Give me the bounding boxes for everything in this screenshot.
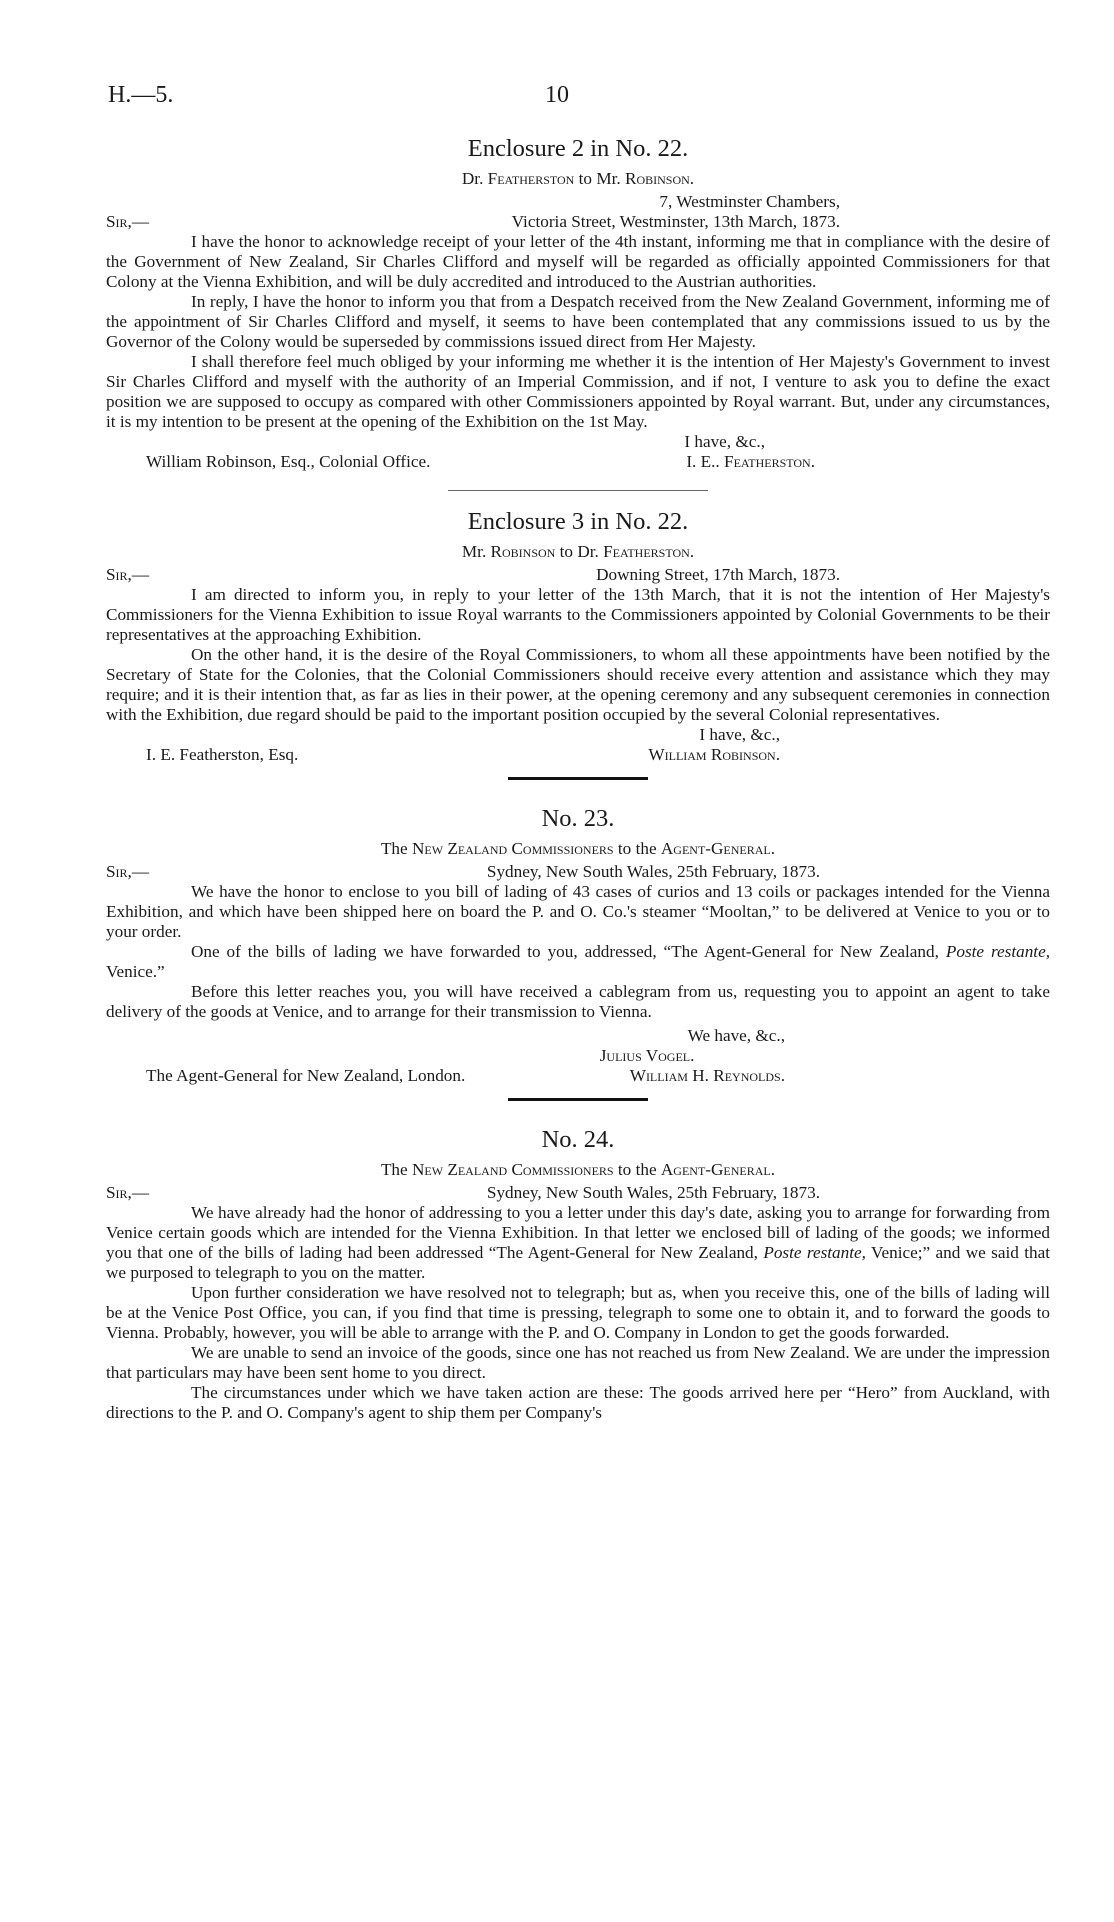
sender-address-date: Sydney, New South Wales, 25th February, 1873. <box>486 862 820 881</box>
addressee: William Robinson, Esq., Colonial Office. <box>146 452 431 471</box>
salutation: Sir,— <box>106 212 150 231</box>
section-divider <box>508 777 648 780</box>
enclosure-3 <box>106 507 1050 765</box>
section-title: No. 24. <box>541 1126 615 1153</box>
paragraph: We have the honor to enclose to you bill of lading of 43 cases of curios and 13 coils or packages intended for the Vienna Exhibition, and which have been shipped here on board the P. and O. Co.'s steamer “Mooltan,” to be delivered at Venice to you or to your order. <box>106 882 1050 941</box>
section-subtitle: Mr. Robinson to Dr. Featherston. <box>461 542 695 561</box>
signature-block <box>600 1046 1050 1086</box>
signature: I. E.. Featherston. <box>686 452 815 471</box>
section-divider <box>448 490 708 491</box>
paragraph: The circumstances under which we have taken action are these: The goods arrived here per “Hero” from Auckland, with directions to the P. and O. Company's agent to ship them per Company's <box>106 1383 1050 1422</box>
enclosure-2 <box>106 134 1050 472</box>
sender-address-date: Downing Street, 17th March, 1873. <box>596 565 840 584</box>
section-subtitle: Dr. Featherston to Mr. Robinson. <box>461 169 695 188</box>
sender-address-date: Victoria Street, Westminster, 13th March, 1873. <box>511 212 840 231</box>
section-title: No. 23. <box>541 805 615 832</box>
paragraph: I shall therefore feel much obliged by your informing me whether it is the intention of Her Majesty's Government to invest Sir Charles Clifford and myself with the authority of an Imperial Commission, and if not, I venture to ask you to define the exact position we are supposed to occupy as compared with other Commissioners appointed by Royal warrant. But, under any circumstances, it is my intention to be present at the opening of the Exhibition on the 1st May. <box>106 352 1050 431</box>
signature-row <box>106 452 1050 472</box>
signature: William H. Reynolds. <box>629 1066 785 1085</box>
paragraph: I have the honor to acknowledge receipt of your letter of the 4th instant, informing me that in compliance with the desire of the Government of New Zealand, Sir Charles Clifford and myself will be regarded as officially appointed Commissioners for that Colony at the Vienna Exhibition, and will be duly accredited and introduced to the Austrian authorities. <box>106 232 1050 291</box>
paragraph: On the other hand, it is the desire of the Royal Commissioners, to whom all these appointments have been notified by the Secretary of State for the Colonies, that the Colonial Commissioners should receive every attention and assistance which they may require; and it is their intention that, as far as lies in their power, at the opening ceremony and any subsequent ceremonies in connection with the Exhibition, due regard should be paid to the important position occupied by the several Colonial representatives. <box>106 645 1050 724</box>
paragraph: Before this letter reaches you, you will have received a cablegram from us, requesting you to appoint an agent to take delivery of the goods at Venice, and to arrange for their transmission to Vienna. <box>106 982 1050 1021</box>
sender-address-date: Sydney, New South Wales, 25th February, 1873. <box>486 1183 820 1202</box>
page-header <box>108 82 1006 112</box>
salutation-row <box>106 212 1050 232</box>
signature: William Robinson. <box>648 745 780 764</box>
document-reference: H.—5. <box>108 82 174 108</box>
salutation-row <box>106 862 1050 882</box>
addressee: I. E. Featherston, Esq. <box>146 745 299 764</box>
paragraph: One of the bills of lading we have forwarded to you, addressed, “The Agent-General for New Zealand, Poste restante, Venice.” <box>106 942 1051 981</box>
salutation: Sir,— <box>106 565 150 584</box>
letter-no-23 <box>106 804 1050 1086</box>
salutation: Sir,— <box>106 1183 150 1202</box>
addressee: The Agent-General for New Zealand, London. <box>146 1066 466 1085</box>
sender-address: 7, Westminster Chambers, <box>659 192 840 211</box>
paragraph: We have already had the honor of addressing to you a letter under this day's date, asking you to arrange for forwarding from Venice certain goods which are intended for the Vienna Exhibition. In that letter we enclosed bill of lading of the goods; we informed you that one of the bills of lading had been addressed “The Agent-General for New Zealand, Poste restante, Venice;” and we said that we purposed to telegraph to you on the matter. <box>106 1203 1051 1282</box>
closing: I have, &c., <box>684 432 765 451</box>
salutation-row <box>106 565 1050 585</box>
signature: Julius Vogel. <box>599 1046 695 1065</box>
section-title: Enclosure 3 in No. 22. <box>467 508 689 535</box>
page-content <box>106 134 1050 1423</box>
section-subtitle: The New Zealand Commissioners to the Agent-General. <box>380 1160 776 1179</box>
section-subtitle: The New Zealand Commissioners to the Agent-General. <box>380 839 776 858</box>
signature-row <box>106 1046 1050 1086</box>
paragraph: Upon further consideration we have resolved not to telegraph; but as, when you receive this, one of the bills of lading will be at the Venice Post Office, you can, if you find that time is pressing, telegraph to some one to obtain it, and to forward the goods to Vienna. Probably, however, you will be able to arrange with the P. and O. Company in London to get the goods forwarded. <box>106 1283 1050 1342</box>
paragraph: We are unable to send an invoice of the goods, since one has not reached us from New Zealand. We are under the impression that particulars may have been sent home to you direct. <box>106 1343 1050 1382</box>
page-number: 10 <box>545 82 569 108</box>
closing: I have, &c., <box>699 725 780 744</box>
paragraph: In reply, I have the honor to inform you that from a Despatch received from the New Zealand Government, informing me of the appointment of Sir Charles Clifford and myself, it seems to have been contemplated that any commissions issued to us by the Governor of the Colony would be superseded by commissions issued direct from Her Majesty. <box>106 292 1050 351</box>
section-divider <box>508 1098 648 1101</box>
paragraph: I am directed to inform you, in reply to your letter of the 13th March, that it is not the intention of Her Majesty's Commissioners for the Vienna Exhibition to issue Royal warrants to the Commissioners appointed by Colonial Governments to be their representatives at the approaching Exhibition. <box>106 585 1050 644</box>
letter-no-24 <box>106 1125 1050 1423</box>
signature-row <box>106 745 1050 765</box>
salutation: Sir,— <box>106 862 150 881</box>
salutation-row <box>106 1183 1050 1203</box>
closing: We have, &c., <box>687 1026 785 1045</box>
section-title: Enclosure 2 in No. 22. <box>467 135 689 162</box>
